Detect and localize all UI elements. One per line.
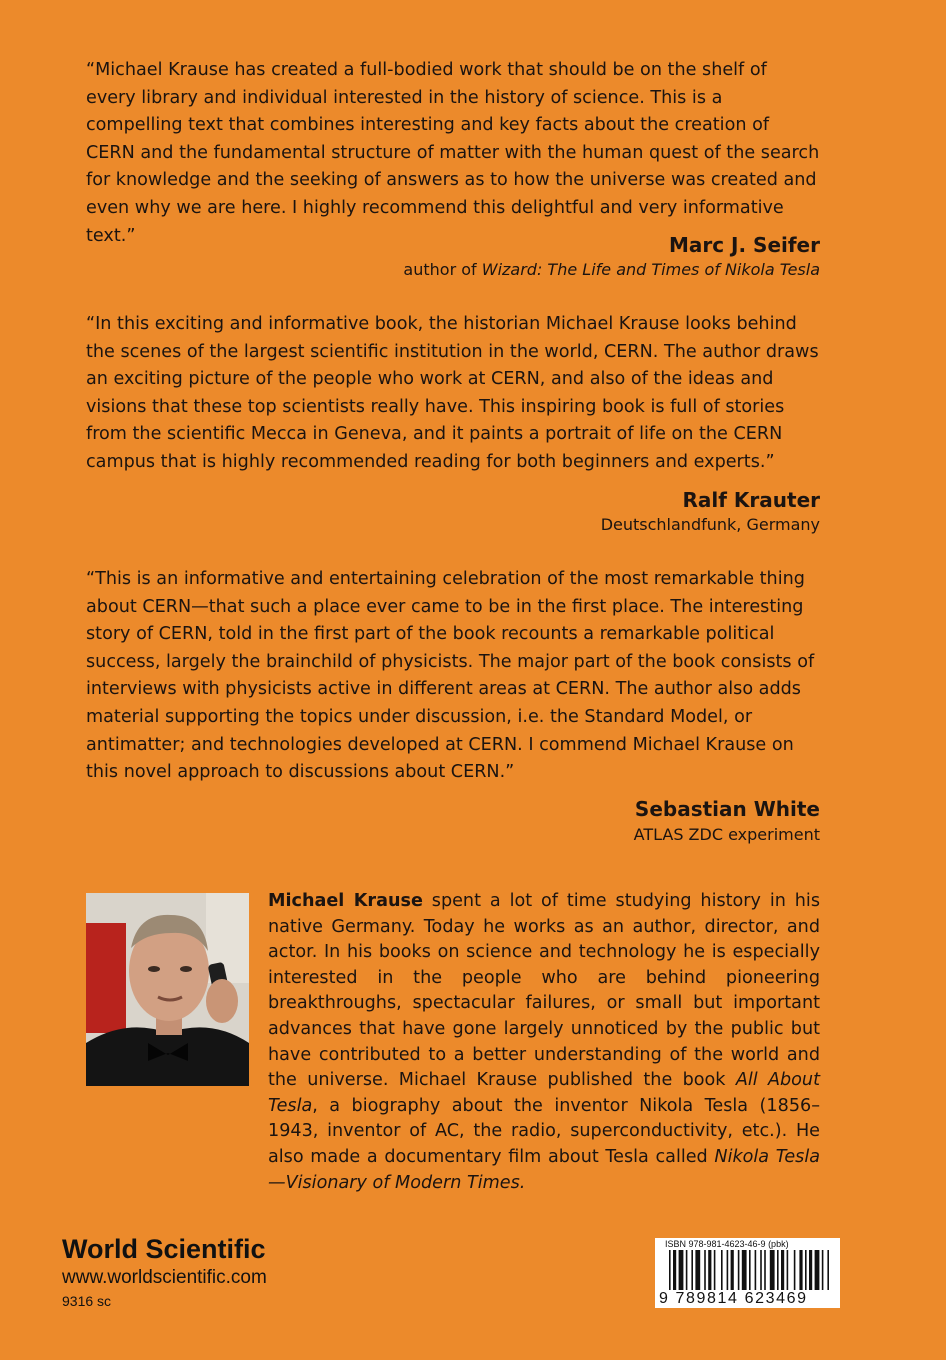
publisher-url: www.worldscientific.com (62, 1267, 267, 1288)
isbn-label: ISBN 978-981-4623-46-9 (pbk) (665, 1239, 789, 1249)
barcode-bars (659, 1250, 837, 1292)
author-name: Michael Krause (268, 891, 423, 911)
endorsement-role-2: Deutschlandfunk, Germany (600, 515, 820, 534)
publisher-name: World Scientific (62, 1234, 266, 1264)
barcode-digits: 9 789814 623469 (659, 1290, 808, 1307)
bio-film-title: Nikola Tesla—Visionary of Modern Times. (268, 1146, 820, 1193)
book-code: 9316 sc (62, 1293, 112, 1309)
bio-text-part-1: spent a lot of time studying history in his native Germany. Today he works as an author, director, and actor. In his books on science and technology he is especially interested in the people who are behind pioneering breakthroughs, spectacular failures, or small but important advances that have gone largely unnoticed by the public but have contributed to a better understanding of the world and the universe. Michael Krause published the book (268, 891, 820, 1091)
role-book-title: Wizard: The Life and Times of Nikola Tesla (481, 260, 820, 279)
endorsement-quote-1: “Michael Krause has created a full-bodied work that should be on the shelf of every library and individual interested in the history of science. This is a compelling text that combines interesting and key facts about the creation of CERN and the fundamental structure of matter with the human quest of the search for knowledge and the seeking of answers as to how the universe was created and even why we are here. I highly recommend this delightful and very informative text.” (86, 60, 820, 246)
endorsement-role-3: ATLAS ZDC experiment (633, 825, 820, 844)
endorsement-author-3: Sebastian White (634, 797, 820, 821)
author-bio (268, 889, 820, 1196)
endorsement-author-1: Marc J. Seifer (668, 233, 820, 257)
endorsement-quote-2: “In this exciting and informative book, the historian Michael Krause looks behind the scenes of the largest scientific institution in the world, CERN. The author draws an exciting picture of the people who work at CERN, and also of the ideas and visions that these top scientists really have. This inspiring book is full of stories from the scientific Mecca in Geneva, and it paints a portrait of life on the CERN campus that is highly recommended reading for both beginners and experts.” (86, 314, 819, 472)
endorsement-author-2: Ralf Krauter (682, 488, 820, 512)
author-photo (86, 893, 249, 1086)
bio-text-part-2: , a biography about the inventor Nikola Tesla (1856–1943, inventor of AC, the radio, superconductivity, etc.). He also made a documentary film about Tesla called (268, 1095, 820, 1167)
endorsement-quote-3: “This is an informative and entertaining celebration of the most remarkable thing about CERN—that such a place ever came to be in the first place. The interesting story of CERN, told in the first part of the book recounts a remarkable political success, largely the brainchild of physicists. The major part of the book consists of interviews with physicists active in different areas at CERN. The author also adds material supporting the topics under discussion, i.e. the Standard Model, or antimatter; and technologies developed at CERN. I commend Michael Krause on this novel approach to discussions about CERN.” (86, 569, 815, 783)
role-prefix: author of (403, 260, 482, 279)
bio-book-title: All About Tesla (268, 1070, 820, 1116)
author-portrait-image (86, 893, 249, 1086)
isbn-barcode (655, 1238, 840, 1308)
endorsement-role-1 (403, 260, 820, 279)
